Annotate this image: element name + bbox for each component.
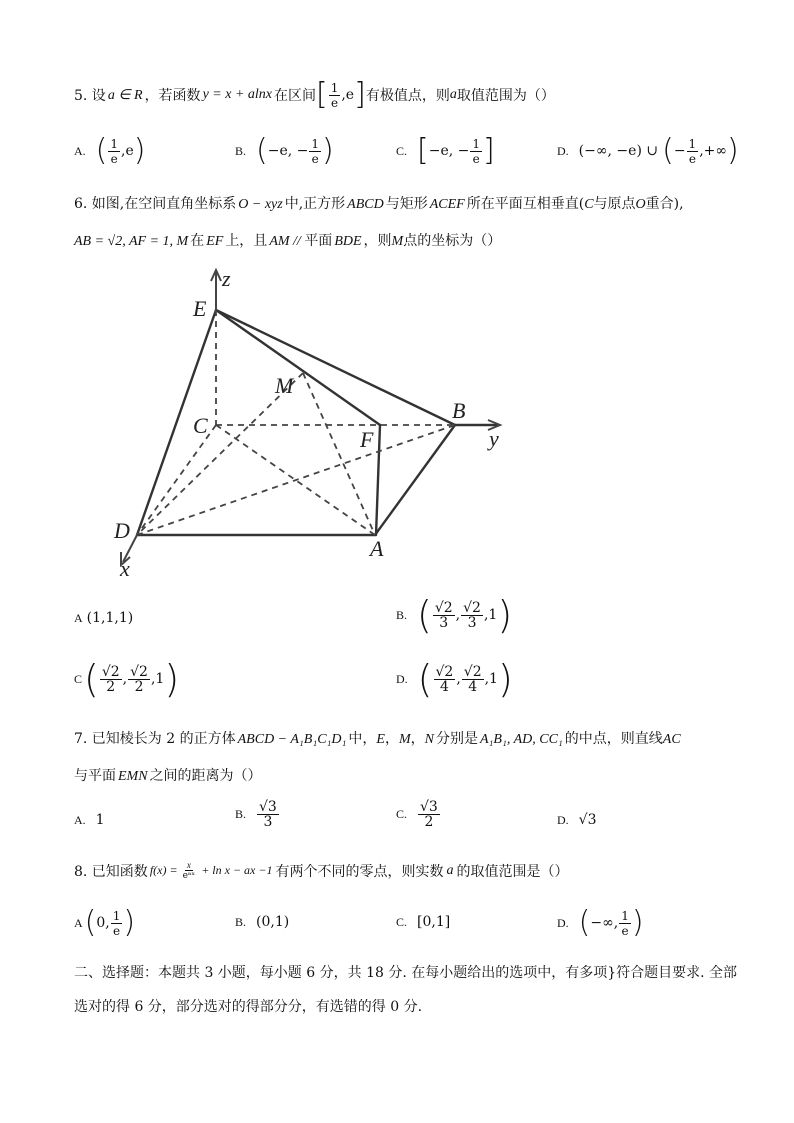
edge-fa [376,425,380,535]
label-x: x [120,556,130,581]
label-d: D [114,518,130,543]
axis-arrows [121,270,500,565]
section2-line2: 选对的得 6 分，部分选对的得部分分，有选错的得 0 分. [74,999,423,1015]
label-y: y [489,426,499,451]
q6-option-b[interactable]: B. ( $\frac{√2}{3}$ , $\frac{√2}{3}$ ,1 ) [396,593,513,637]
q5-stem: 5. 设 a ∈ R ，若函数 y = x + alnx 在区间 [ $\frac{1}{e}$ ,e ] 有极值点，则 a 取值范围为（） [74,77,555,112]
q6-option-a[interactable]: A (1,1,1) [74,610,134,626]
edge-md [137,373,303,535]
label-z: z [222,266,231,291]
q6-stem-line1: 6. 如图,在空间直角坐标系 O − xyz 中,正方形 ABCD 与矩形 ACEF 所在平面互相垂直(C与原点O重合), [74,196,684,212]
q5-option-a[interactable]: A. ( $\frac{1}{e}$ ,e ) [74,133,146,168]
q7-option-a[interactable]: A. 1 [74,812,105,828]
q7-stem-line1: 7. 已知棱长为 2 的正方体 ABCD − A₁B₁C₁D₁ 中，E，M，N 分别是 A₁B₁, AD, CC₁ 的中点，则直线AC [74,731,681,747]
edge-db [137,425,455,535]
q8-option-a[interactable]: A ( 0, $\frac{1}{e}$ ) [74,905,136,940]
section2-line1: 二、选择题：本题共 3 小题，每小题 6 分，共 18 分. 在每小题给出的选项中，有多项}符合题目要求. 全部 [74,965,738,981]
q8-stem: 8. 已知函数 f(x) = $\frac{x}{\text{eᵃˣ}}$ + ln x − ax −1 有两个不同的零点，则实数 a 的取值范围是（） [74,860,569,881]
edge-ef [216,310,380,425]
label-c: C [193,413,208,438]
label-a: A [370,536,384,561]
q8-option-d[interactable]: D. ( −∞, $\frac{1}{e}$ ) [557,905,644,940]
edge-eb [216,310,455,425]
q6-option-d[interactable]: D. ( $\frac{√2}{4}$ , $\frac{√2}{4}$ ,1 ) [396,657,513,701]
x-axis [123,535,137,562]
q7-option-d[interactable]: D. √3 [557,812,597,828]
q6-option-c[interactable]: C ( $\frac{√2}{2}$ , $\frac{√2}{2}$ ,1 ) [74,657,180,701]
edge-ab [375,425,455,535]
q7-option-b[interactable]: B. $\frac{√3}{3}$ [235,799,277,830]
label-m: M [275,373,294,398]
label-b: B [452,398,466,423]
label-e: E [193,296,207,321]
edge-ed [137,310,216,535]
interval-fraction: $\frac{1}{e}$ [330,80,339,110]
x-arrow [121,552,130,565]
q8-option-b[interactable]: B. (0,1) [235,914,290,930]
q5-option-b[interactable]: B. ( −e, − $\frac{1}{e}$ ) [235,133,334,168]
q8-fraction: $\frac{x}{\text{eᵃˣ}}$ [182,860,196,881]
q6-stem-line2: AB = √2, AF = 1, M 在 EF 上，且 AM // 平面 BDE ，则M点的坐标为（） [74,233,502,249]
y-arrow [488,420,500,430]
dashed-edges [137,310,455,535]
edge-cd [137,425,216,535]
q7-option-c[interactable]: C. $\frac{√3}{2}$ [396,799,438,830]
label-f: F [360,427,374,452]
edge-ca [216,425,375,535]
q5-option-d[interactable]: D. (−∞, −e) ∪ ( − $\frac{1}{e}$ ,+∞ ) [557,133,739,168]
q8-option-c[interactable]: C. [0,1] [396,914,451,930]
q7-stem-line2: 与平面 EMN 之间的距离为（） [74,768,262,784]
solid-edges [137,310,497,535]
z-arrow [211,270,221,281]
q5-option-c[interactable]: C. [ −e, − $\frac{1}{e}$ ] [396,133,495,168]
edge-ma [303,373,375,535]
